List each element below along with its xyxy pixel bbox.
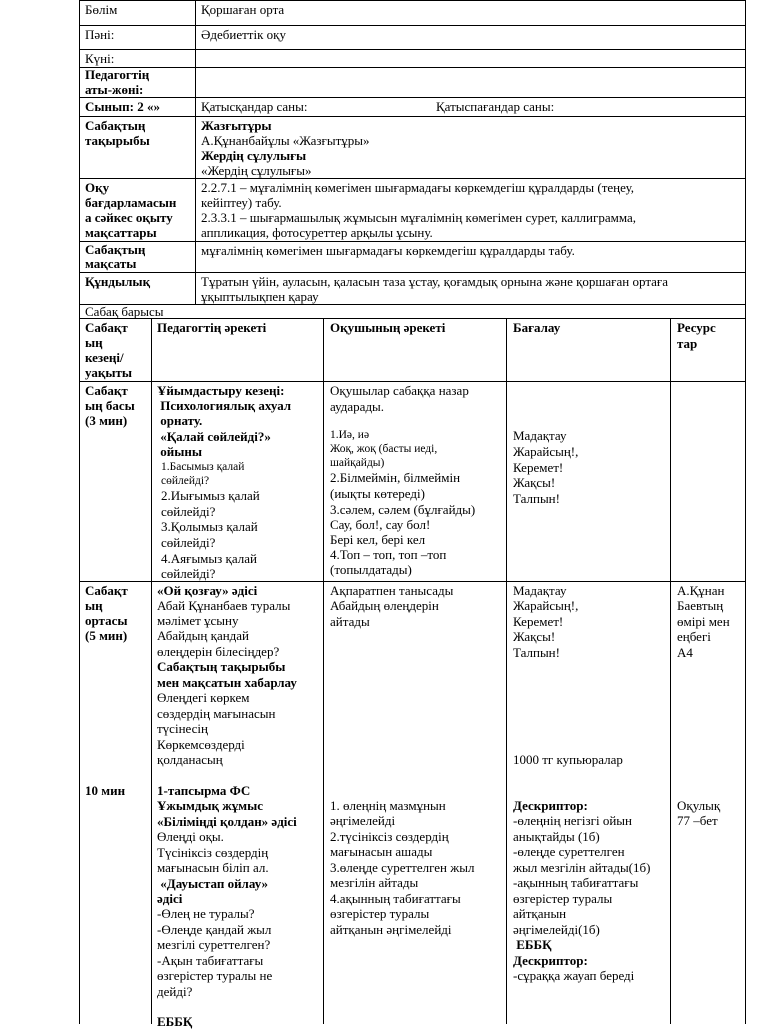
start-student-item-7: Сау, бол!, сау бол! bbox=[330, 517, 431, 532]
values-label: Құндылық bbox=[85, 274, 151, 289]
middle-assessment-3: Керемет! bbox=[513, 614, 564, 629]
descriptor-2-title: Дескриптор: bbox=[513, 953, 588, 968]
middle-teacher-6: Сабақтың тақырыбы bbox=[157, 659, 286, 674]
middle-teacher-3: мәлімет ұсыну bbox=[157, 613, 239, 628]
start-teacher-item-8: сөйлейді? bbox=[161, 566, 216, 581]
middle-resource-5: А4 bbox=[677, 645, 693, 660]
descriptor-1-line-1: -өлеңнің негізгі ойын bbox=[513, 813, 632, 828]
middle-stage-3: ортасы bbox=[85, 613, 128, 628]
aim-label-2: мақсаты bbox=[85, 256, 137, 271]
start-assessment-3: Керемет! bbox=[513, 460, 564, 475]
goal-line-4: аппликация, фотосуреттер арқылы ұсыну. bbox=[201, 225, 433, 240]
descriptor-1-line-4: жыл мезгілін айтады(1б) bbox=[513, 860, 651, 875]
lesson-plan-document bbox=[79, 0, 746, 1029]
task1-line-8: әдісі bbox=[157, 891, 183, 906]
goals-label-1: Оқу bbox=[85, 180, 110, 195]
middle-teacher-2: Абай Құнанбаев туралы bbox=[157, 598, 291, 613]
task1-student-2: әңгімелейді bbox=[330, 813, 396, 828]
topic-label-1: Сабақтың bbox=[85, 118, 146, 133]
start-teacher-item-3: 2.Иығымыз қалай bbox=[161, 488, 260, 503]
middle-teacher-5: өлеңдерін білесіңдер? bbox=[157, 644, 280, 659]
date-label: Күні: bbox=[85, 51, 115, 66]
middle-stage-1: Сабақт bbox=[85, 583, 128, 598]
middle-assessment-4: Жақсы! bbox=[513, 629, 556, 644]
start-student-item-2: Жоқ, жоқ (басты иеді, bbox=[330, 443, 438, 455]
aim-label-1: Сабақтың bbox=[85, 242, 146, 257]
middle-resource-4: еңбегі bbox=[677, 629, 711, 644]
start-stage-3: (3 мин) bbox=[85, 413, 128, 428]
col-stage-3: кезеңі/ bbox=[85, 350, 124, 365]
descriptor-1-line-3: -өлеңде суреттелген bbox=[513, 844, 625, 859]
start-assessment-5: Талпын! bbox=[513, 491, 560, 506]
task1-line-6: мағынасын біліп ал. bbox=[157, 860, 269, 875]
start-student-item-6: 3.сәлем, сәлем (бұлғайды) bbox=[330, 502, 476, 517]
start-stage-1: Сабақт bbox=[85, 383, 128, 398]
start-teacher-title-4: «Қалай сөйлейді?» bbox=[157, 429, 271, 444]
section-label: Бөлім bbox=[85, 2, 118, 17]
goals-label-4: мақсаттары bbox=[85, 225, 157, 240]
col-student-action: Оқушының әрекеті bbox=[330, 320, 446, 335]
middle-teacher-10: түсінесің bbox=[157, 721, 208, 736]
task1-line-2: Ұжымдық жұмыс bbox=[157, 798, 263, 813]
middle-resource-1: А.Құнан bbox=[677, 583, 725, 598]
start-teacher-title-1: Ұйымдастыру кезеңі: bbox=[157, 383, 285, 398]
task1-student-4: мағынасын ашады bbox=[330, 844, 433, 859]
start-teacher-item-5: 3.Қолымыз қалай bbox=[161, 519, 258, 534]
col-teacher-action: Педагогтің әрекеті bbox=[157, 320, 267, 335]
col-stage-1: Сабақт bbox=[85, 320, 128, 335]
start-student-item-8: Бері кел, бері кел bbox=[330, 532, 426, 547]
start-student-item-1: 1.Иә, иә bbox=[330, 429, 370, 441]
subject-label: Пәні: bbox=[85, 27, 115, 42]
task1-line-10: -Өлеңде қандай жыл bbox=[157, 922, 272, 937]
start-student-item-10: (топылдатады) bbox=[330, 562, 412, 577]
textbook-resource-2: 77 –бет bbox=[677, 813, 718, 828]
middle-resource-2: Баевтың bbox=[677, 598, 724, 613]
task1-student-6: мезгілін айтады bbox=[330, 875, 419, 890]
middle-stage-4: (5 мин) bbox=[85, 628, 128, 643]
teacher-name-label-1: Педагогтің bbox=[85, 67, 150, 82]
goal-line-1: 2.2.7.1 – мұғалімнің көмегімен шығармадағы көркемдегіш құралдарды (теңеу, bbox=[201, 180, 635, 195]
start-teacher-item-1: 1.Басымыз қалай bbox=[161, 461, 245, 473]
middle-assessment-5: Талпын! bbox=[513, 645, 560, 660]
start-teacher-item-6: сөйлейді? bbox=[161, 535, 216, 550]
task1-line-14: дейді? bbox=[157, 984, 193, 999]
descriptor-2-line-1: -сұраққа жауап береді bbox=[513, 968, 635, 983]
class-label: Сынып: 2 «» bbox=[85, 99, 160, 114]
start-assessment-1: Мадақтау bbox=[513, 428, 567, 443]
task1-line-3: «Біліміңді қолдан» әдісі bbox=[157, 814, 297, 829]
middle-teacher-1: «Ой қозғау» әдісі bbox=[157, 583, 258, 598]
goals-label-2: бағдарламасын bbox=[85, 195, 177, 210]
start-teacher-item-4: сөйлейді? bbox=[161, 504, 216, 519]
task1-line-5: Түсініксіз сөздердің bbox=[157, 845, 269, 860]
goal-line-3: 2.3.3.1 – шығармашылық жұмысын мұғалімнің көмегімен сурет, каллиграмма, bbox=[201, 210, 636, 225]
col-stage-4: уақыты bbox=[85, 365, 133, 380]
task1-line-1: 1-тапсырма ФС bbox=[157, 783, 251, 798]
middle-resource-3: өмірі мен bbox=[677, 614, 730, 629]
start-student-item-5: (иықты көтереді) bbox=[330, 486, 425, 501]
start-student-intro-1: Оқушылар сабаққа назар bbox=[330, 383, 469, 398]
middle-teacher-7: мен мақсатын хабарлау bbox=[157, 675, 297, 690]
task1-student-9: айтқанын әңгімелейді bbox=[330, 922, 452, 937]
start-assessment-2: Жарайсың!, bbox=[513, 444, 579, 459]
middle-stage-2: ың bbox=[85, 598, 103, 613]
start-student-item-4: 2.Білмеймін, білмеймін bbox=[330, 470, 461, 485]
topic-title-2: Жердің сұлулығы bbox=[201, 148, 307, 163]
start-stage-2: ың басы bbox=[85, 398, 135, 413]
middle-teacher-11: Көркемсөздерді bbox=[157, 737, 245, 752]
absent-count-label: Қатыспағандар саны: bbox=[436, 99, 555, 114]
middle-stage-time: 10 мин bbox=[85, 783, 126, 798]
task1-line-4: Өлеңді оқы. bbox=[157, 829, 224, 844]
middle-student-2: Абайдың өлеңдерін bbox=[330, 598, 439, 613]
start-assessment-4: Жақсы! bbox=[513, 475, 556, 490]
task1-line-11: мезгілі суреттелген? bbox=[157, 937, 271, 952]
middle-student-1: Ақпаратпен танысады bbox=[330, 583, 454, 598]
descriptor-1-line-8: әңгімелейді(1б) bbox=[513, 922, 600, 937]
middle-assessment-1: Мадақтау bbox=[513, 583, 567, 598]
col-assessment: Бағалау bbox=[513, 320, 561, 335]
middle-teacher-4: Абайдың қандай bbox=[157, 628, 250, 643]
section-value: Қоршаған орта bbox=[201, 2, 285, 17]
task1-line-13: өзгерістер туралы не bbox=[157, 968, 273, 983]
task1-line-16: ЕББҚ bbox=[157, 1014, 193, 1029]
col-resources-1: Ресурс bbox=[677, 320, 716, 335]
topic-label-2: тақырыбы bbox=[85, 133, 150, 148]
descriptor-1-line-7: айтқанын bbox=[513, 906, 567, 921]
col-resources-2: тар bbox=[677, 336, 698, 351]
start-student-intro-2: аударады. bbox=[330, 399, 385, 414]
middle-teacher-8: Өлеңдегі көркем bbox=[157, 690, 250, 705]
start-teacher-title-5: ойыны bbox=[157, 444, 203, 459]
task1-line-9: -Өлең не туралы? bbox=[157, 906, 255, 921]
textbook-resource-1: Оқулық bbox=[677, 798, 721, 813]
task1-student-5: 3.өлеңде суреттелген жыл bbox=[330, 860, 475, 875]
task1-line-12: -Ақын табиғаттағы bbox=[157, 953, 264, 968]
descriptor-1-line-2: анықтайды (1б) bbox=[513, 829, 600, 844]
col-stage-2: ың bbox=[85, 335, 103, 350]
topic-title-1: Жазғытұры bbox=[201, 118, 272, 133]
task1-student-8: өзгерістер туралы bbox=[330, 906, 430, 921]
middle-teacher-12: қолданасың bbox=[157, 752, 223, 767]
topic-subtitle-1: А.Құнанбайұлы «Жазғытұры» bbox=[201, 133, 370, 148]
start-student-item-3: шайқайды) bbox=[330, 457, 385, 469]
task1-student-3: 2.түсініксіз сөздердің bbox=[330, 829, 449, 844]
start-student-item-9: 4.Топ – топ, топ –топ bbox=[330, 547, 447, 562]
start-teacher-title-2: Психологиялық ахуал bbox=[157, 398, 292, 413]
descriptor-1-title: Дескриптор: bbox=[513, 798, 588, 813]
descriptor-1-line-6: өзгерістер туралы bbox=[513, 891, 613, 906]
descriptor-1-line-5: -ақынның табиғаттағы bbox=[513, 875, 639, 890]
start-teacher-item-7: 4.Аяғымыз қалай bbox=[161, 551, 257, 566]
present-count-label: Қатысқандар саны: bbox=[201, 99, 308, 114]
task1-student-7: 4.ақынның табиғаттағы bbox=[330, 891, 461, 906]
middle-student-3: айтады bbox=[330, 614, 370, 629]
task1-line-7: «Дауыстап ойлау» bbox=[157, 876, 269, 891]
start-teacher-item-2: сөйлейді? bbox=[161, 475, 210, 487]
start-teacher-title-3: орнату. bbox=[157, 413, 203, 428]
coupons-note: 1000 тг купьюралар bbox=[513, 752, 623, 767]
aim-value: мұғалімнің көмегімен шығармадағы көркемдегіш құралдарды табу. bbox=[201, 243, 575, 258]
goal-line-2: кейіптеу) табу. bbox=[201, 195, 282, 210]
subject-value: Әдебиеттік оқу bbox=[201, 27, 286, 42]
topic-subtitle-2: «Жердің сұлулығы» bbox=[201, 163, 312, 178]
middle-teacher-9: сөздердің мағынасын bbox=[157, 706, 276, 721]
goals-label-3: а сәйкес оқыту bbox=[85, 210, 173, 225]
teacher-name-label-2: аты-жөні: bbox=[85, 82, 144, 97]
ebbq-label: ЕББҚ bbox=[513, 937, 552, 952]
middle-assessment-2: Жарайсың!, bbox=[513, 598, 579, 613]
values-line-2: ұқыптылықпен қарау bbox=[201, 289, 319, 304]
values-line-1: Тұратын үйін, ауласын, қаласын таза ұстау, қоғамдық орнына және қоршаған ортаға bbox=[201, 274, 669, 289]
lesson-progress-label: Сабақ барысы bbox=[85, 304, 164, 319]
task1-student-1: 1. өлеңнің мазмұнын bbox=[330, 798, 446, 813]
